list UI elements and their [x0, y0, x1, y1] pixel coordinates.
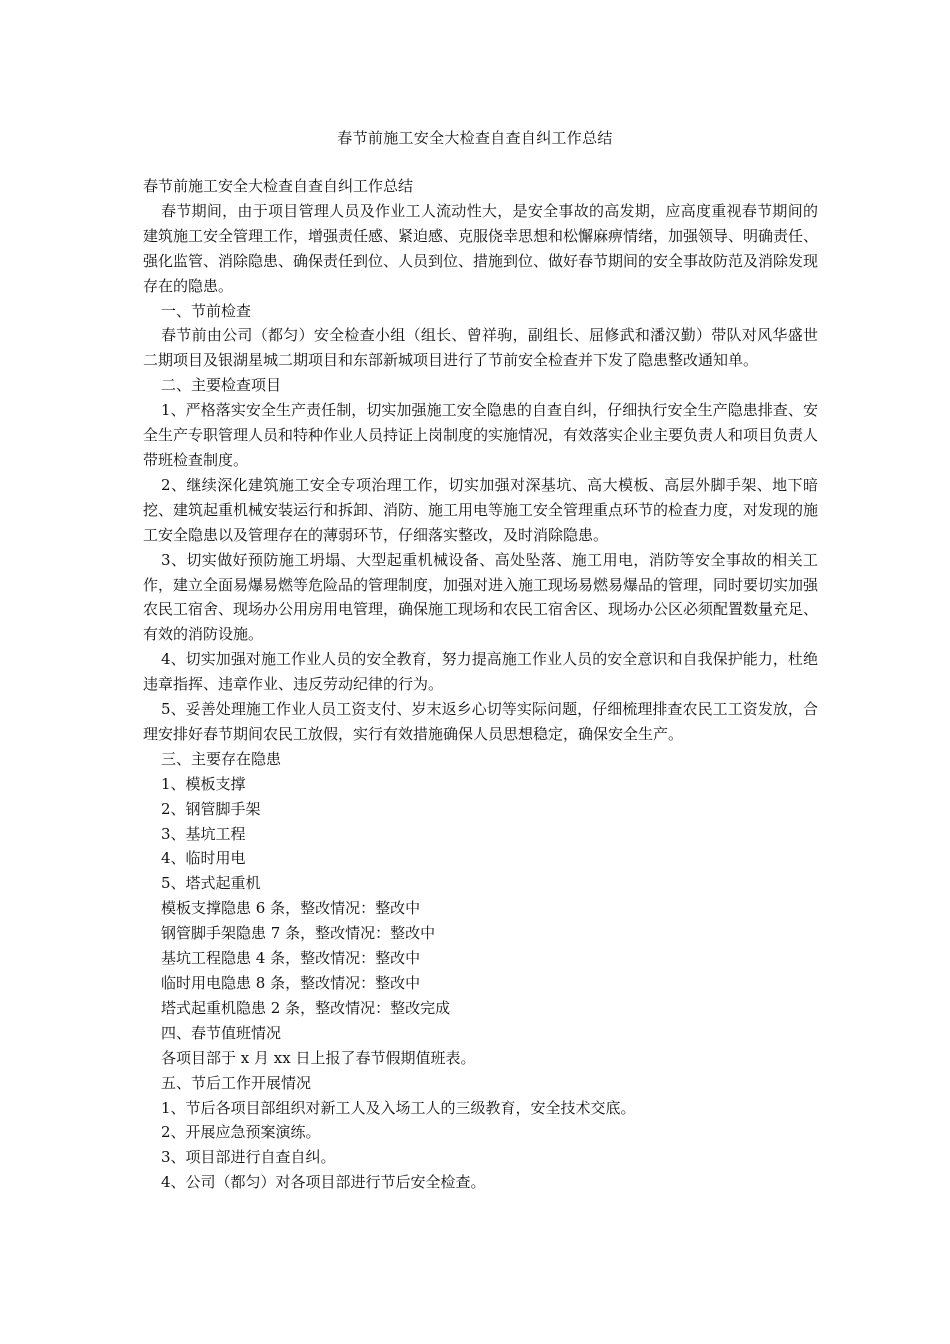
paragraph-intro: 春节期间，由于项目管理人员及作业工人流动性大，是安全事故的高发期，应高度重视春节期间的建筑施工安全管理工作，增强责任感、紧迫感、克服侥幸思想和松懈麻痹情绪，加强领导、明确责任、强化监管、消除隐患、确保责任到位、人员到位、措施到位、做好春节期间的安全事故防范及消除发现存在的隐患。 — [143, 201, 819, 295]
hazard-list-item: 4、临时用电 — [161, 849, 246, 868]
hazard-list-item: 3、基坑工程 — [161, 824, 246, 843]
section-heading-duty: 四、春节值班情况 — [161, 1023, 282, 1042]
document-body — [143, 174, 818, 1195]
section-heading-hazards: 三、主要存在隐患 — [161, 749, 282, 768]
paragraph-duty: 各项目部于 x 月 xx 日上报了春节假期值班表。 — [161, 1048, 476, 1067]
body-heading: 春节前施工安全大检查自查自纠工作总结 — [143, 177, 414, 195]
post-holiday-item: 3、项目部进行自查自纠。 — [161, 1148, 336, 1167]
paragraph-item-2: 2、继续深化建筑施工安全专项治理工作，切实加强对深基坑、高大模板、高层外脚手架、地下暗挖、建筑起重机械安装运行和拆卸、消防、施工用电等施工安全管理重点环节的检查力度，对发现的施工安全隐患以及管理存在的薄弱环节，仔细落实整改，及时消除隐患。 — [143, 475, 819, 544]
section-heading-pre-holiday-inspection: 一、节前检查 — [161, 301, 252, 320]
post-holiday-item: 1、节后各项目部组织对新工人及入场工人的三级教育，安全技术交底。 — [161, 1098, 636, 1117]
document-title: 春节前施工安全大检查自查自纠工作总结 — [337, 129, 613, 147]
paragraph-item-3: 3、切实做好预防施工坍塌、大型起重机械设备、高处坠落、施工用电，消防等安全事故的相关工作，建立全面易爆易燃等危险品的管理制度，加强对进入施工现场易燃易爆品的管理，同时要切实加强农民工宿舍、现场办公用房用电管理，确保施工现场和农民工宿舍区、现场办公区必须配置数量充足、有效的消防设施。 — [143, 550, 819, 644]
paragraph-item-1: 1、严格落实安全生产责任制，切实加强施工安全隐患的自查自纠，仔细执行安全生产隐患排查、安全生产专职管理人员和特种作业人员持证上岗制度的实施情况，有效落实企业主要负责人和项目负责人带班检查制度。 — [143, 401, 819, 469]
hazard-list-item: 2、钢管脚手架 — [161, 799, 261, 818]
paragraph-inspection-team: 春节前由公司（都匀）安全检查小组（组长、曾祥驹，副组长、屈修武和潘汉勤）带队对风华盛世二期项目及银湖星城二期项目和东部新城项目进行了节前安全检查并下发了隐患整改通知单。 — [143, 326, 818, 370]
post-holiday-item: 2、开展应急预案演练。 — [161, 1123, 321, 1142]
section-heading-post-holiday: 五、节后工作开展情况 — [161, 1073, 312, 1092]
paragraph-item-5: 5、妥善处理施工作业人员工资支付、岁末返乡心切等实际问题，仔细梳理排查农民工工资发放，合理安排好春节期间农民工放假，实行有效措施确保人员思想稳定，确保安全生产。 — [143, 700, 818, 743]
hazard-status-line: 塔式起重机隐患 2 条，整改情况：整改完成 — [161, 998, 451, 1017]
post-holiday-item: 4、公司（都匀）对各项目部进行节后安全检查。 — [161, 1173, 486, 1192]
hazard-status-line: 模板支撑隐患 6 条，整改情况：整改中 — [161, 899, 421, 918]
paragraph-item-4: 4、切实加强对施工作业人员的安全教育，努力提高施工作业人员的安全意识和自我保护能力，杜绝违章指挥、违章作业、违反劳动纪律的行为。 — [143, 650, 818, 694]
hazard-list-item: 5、塔式起重机 — [161, 874, 261, 893]
hazard-status-line: 钢管脚手架隐患 7 条，整改情况：整改中 — [161, 924, 436, 943]
hazard-status-line: 临时用电隐患 8 条，整改情况：整改中 — [161, 974, 421, 992]
section-heading-main-items: 二、主要检查项目 — [161, 376, 282, 395]
hazard-status-line: 基坑工程隐患 4 条，整改情况：整改中 — [161, 949, 421, 968]
hazard-list-item: 1、模板支撑 — [161, 774, 246, 793]
